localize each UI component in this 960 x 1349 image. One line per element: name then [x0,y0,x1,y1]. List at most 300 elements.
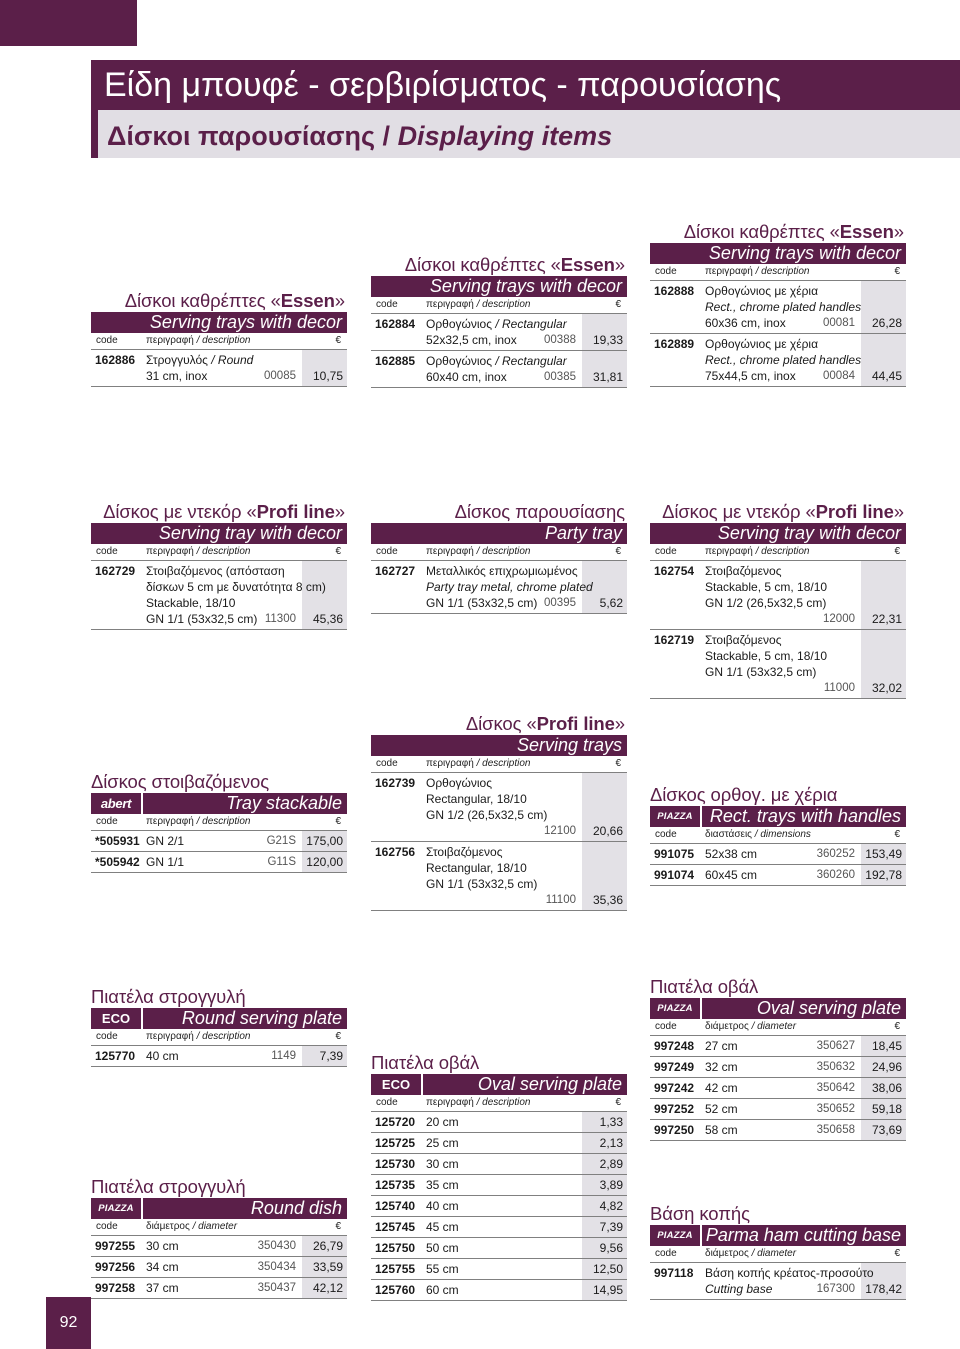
price: 10,75 [312,369,343,383]
table-title [91,501,347,523]
column-header-code: code [655,1248,677,1259]
description-line [146,1048,347,1064]
table-row [650,1099,906,1120]
reference-code: 12000 [823,613,855,625]
column-header-description-greek: περιγραφή [146,816,194,827]
brand-logo: PIAZZA [650,998,702,1019]
price: 7,39 [599,1220,623,1234]
table-title-text: Πιατέλα στρογγυλή [91,986,246,1007]
product-code: *505931 [95,834,140,848]
table-cutting-base [650,1203,906,1300]
product-code: 125760 [375,1283,416,1297]
table-essen-handles-tray [650,221,906,387]
column-header-description-greek: διάμετρος [146,1221,190,1232]
table-eco-round-plate [91,986,347,1067]
column-header-description-english: / description [476,299,531,310]
table-row [91,561,347,630]
table-title-text: Πιατέλα οβάλ [371,1052,480,1073]
price: 35,36 [592,893,623,907]
column-header-description-english: / dimensions [754,829,811,840]
table-row [650,865,906,886]
product-code: 162739 [375,776,416,790]
column-header-description [426,297,531,313]
table-title [371,713,627,735]
description-line [705,632,906,648]
column-header-description-english: / description [196,335,251,346]
table-row [650,334,906,387]
description-text: GN 1/2 (26,5x32,5 cm) [705,596,827,610]
column-header-code: code [376,299,398,310]
description-text: 37 cm [146,1281,179,1295]
table-title-close: » [614,254,625,275]
reference-code: 350437 [257,1282,296,1294]
description-line [426,807,627,823]
column-header-currency: € [894,266,900,277]
reference-code: G11S [267,856,296,868]
brand-logo: ECO [371,1074,423,1095]
table-title-text: Δίσκος στοιβαζόμενος [91,771,270,792]
table-title-close: » [614,713,625,734]
price: 26,28 [871,316,902,330]
subtitle-bar [371,1074,627,1095]
description-text: Ορθογώνιος [426,354,492,368]
column-header-description-english: / diameter [751,1248,797,1259]
product-code: 162729 [95,564,136,578]
reference-code: 350434 [257,1261,296,1273]
table-title-brand: Essen [560,254,615,275]
reference-code: 12100 [544,825,576,837]
table-row [371,1217,627,1238]
column-header-description-greek: περιγραφή [426,299,474,310]
column-header-description [705,544,810,560]
description-text: 75x44,5 cm, inox [705,369,796,383]
reference-code: G21S [266,835,296,847]
price: 3,89 [599,1178,623,1192]
price: 59,18 [871,1102,902,1116]
column-header-currency: € [615,546,621,557]
column-header-currency: € [894,1248,900,1259]
table-title-brand: Essen [280,290,335,311]
description-text: Στοιβαζόμενος (απόσταση [146,564,285,578]
product-code: 162754 [654,564,695,578]
product-description [426,1156,627,1172]
column-header-currency: € [894,829,900,840]
column-header-row [371,544,627,561]
table-title-text: Δίσκοι καθρέπτες « [124,290,281,311]
description-text: 52x38 cm [705,847,758,861]
column-header-description-greek: διάμετρος [705,1021,749,1032]
table-title-text: Βάση κοπής [650,1203,750,1224]
column-header-row [371,297,627,314]
description-text: Stackable, 5 cm, 18/10 [705,649,828,663]
subtitle-text: Oval serving plate [477,1074,622,1094]
price: 31,81 [592,370,623,384]
description-text: Stackable, 5 cm, 18/10 [705,580,828,594]
column-header-code: code [655,829,677,840]
table-row [650,1057,906,1078]
description-text: 25 cm [426,1136,459,1150]
table-row [371,1280,627,1301]
description-text: δίσκων 5 cm με δυνατότητα 8 cm) [146,580,326,594]
subtitle-bar [650,998,906,1019]
price: 22,31 [871,612,902,626]
table-row [371,561,627,614]
product-code: 162727 [375,564,416,578]
description-text: 60 cm [426,1283,459,1297]
column-header-code: code [376,1097,398,1108]
subsection-title [107,120,612,152]
subtitle-bar [91,1198,347,1219]
table-row [91,1236,347,1257]
column-header-code: code [96,546,118,557]
description-line [426,860,627,876]
reference-code: 00395 [544,597,576,609]
column-header-currency: € [894,1021,900,1032]
column-header-description-greek: διαστάσεις [705,829,753,840]
product-description [426,1198,627,1214]
product-code: 125755 [375,1262,416,1276]
product-code: 991075 [654,847,695,861]
description-text: Στοιβαζόμενος [705,633,782,647]
table-title-text: Δίσκος παρουσίασης [454,501,625,522]
table-profi-line-decor-tray [91,501,347,630]
product-code: 125750 [375,1241,416,1255]
description-text: 30 cm [146,1239,179,1253]
column-header-description-greek: περιγραφή [705,266,753,277]
subtitle-text: Serving tray with decor [158,523,342,543]
column-header-code: code [376,758,398,769]
description-text: GN 1/1 (53x32,5 cm) [426,596,538,610]
subtitle-bar [371,735,627,756]
description-text: Στρογγυλός [146,353,208,367]
description-line [705,664,906,680]
table-title-close: » [893,501,904,522]
description-text: 42 cm [705,1081,738,1095]
table-row [371,1112,627,1133]
table-profi-line-decor-tray-2 [650,501,906,699]
product-description [426,1219,627,1235]
description-text: 27 cm [705,1039,738,1053]
table-title-text: Δίσκος με ντεκόρ « [662,501,816,522]
table-row [371,351,627,388]
column-header-row [650,1019,906,1036]
table-row [91,1046,347,1067]
product-code: 991074 [654,868,695,882]
description-line [426,563,627,579]
reference-code: 350627 [816,1040,855,1052]
description-text: 40 cm [426,1199,459,1213]
table-title [650,976,906,998]
product-code: 162885 [375,354,416,368]
product-code: *505942 [95,855,140,869]
table-row [650,561,906,630]
table-row [371,1154,627,1175]
reference-code: 00085 [264,370,296,382]
column-header-description [146,1029,251,1045]
table-row [371,1238,627,1259]
column-header-row [91,333,347,350]
table-row [371,1133,627,1154]
table-row [91,1278,347,1299]
column-header-row [650,827,906,844]
description-line [426,353,627,369]
subtitle-bar [650,523,906,544]
table-title [91,771,347,793]
description-line [426,1177,627,1193]
column-header-code: code [96,816,118,827]
subtitle-bar [91,1008,347,1029]
column-header-currency: € [615,758,621,769]
product-description [426,1240,627,1256]
description-line [705,1265,906,1281]
description-text: 34 cm [146,1260,179,1274]
table-eco-oval-plate [371,1052,627,1301]
price: 33,59 [312,1260,343,1274]
description-text: Stackable, 18/10 [146,596,236,610]
column-header-row [371,1095,627,1112]
reference-code: 360252 [816,848,855,860]
product-code: 997258 [95,1281,136,1295]
description-text: / Round [211,353,254,367]
column-header-description-english: / diameter [751,1021,797,1032]
description-line [426,1198,627,1214]
product-code: 162719 [654,633,695,647]
table-title [91,986,347,1008]
price: 73,69 [871,1123,902,1137]
subtitle-bar [371,276,627,297]
price: 9,56 [599,1241,623,1255]
subsection-accent-bar [91,110,98,158]
table-title-text: Δίσκοι καθρέπτες « [683,221,840,242]
column-header-code: code [655,266,677,277]
table-row [650,1263,906,1300]
price: 24,96 [871,1060,902,1074]
column-header-description-english: / description [755,546,810,557]
subtitle-text: Round dish [250,1198,342,1218]
table-round-dish [91,1176,347,1299]
description-text: / Rectangular [495,317,567,331]
table-title-close: » [893,221,904,242]
price: 14,95 [592,1283,623,1297]
product-code: 162888 [654,284,695,298]
column-header-currency: € [335,1031,341,1042]
subtitle-text: Oval serving plate [756,998,901,1018]
product-description [705,632,906,680]
product-description [426,1177,627,1193]
description-text: 60x40 cm, inox [426,370,507,384]
brand-logo: PIAZZA [91,1198,143,1219]
description-line [426,1135,627,1151]
column-header-row [91,814,347,831]
column-header-description [146,544,251,560]
table-row [650,844,906,865]
table-oval-serving-plate [650,976,906,1141]
table-stackable-tray [91,771,347,873]
price: 44,45 [871,369,902,383]
reference-code: 350430 [257,1240,296,1252]
description-text: 45 cm [426,1220,459,1234]
subtitle-text: Tray stackable [226,793,342,813]
description-text: Rectangular, 18/10 [426,792,527,806]
description-text: 30 cm [426,1157,459,1171]
description-line [705,336,906,352]
description-text: GN 1/1 (53x32,5 cm) [705,665,817,679]
description-text: 58 cm [705,1123,738,1137]
product-code: 997249 [654,1060,695,1074]
column-header-description-greek: περιγραφή [426,1097,474,1108]
column-header-description-english: / description [196,1031,251,1042]
product-description [426,775,627,823]
description-text: 60x45 cm [705,868,758,882]
product-code: 125730 [375,1157,416,1171]
price: 42,12 [312,1281,343,1295]
subtitle-bar [91,523,347,544]
reference-code: 00081 [823,317,855,329]
table-rect-trays-handles [650,784,906,886]
column-header-description-english: / description [755,266,810,277]
description-text: 60x36 cm, inox [705,316,786,330]
column-header-description [426,1095,531,1111]
table-essen-round-tray [91,290,347,387]
product-description [146,1048,347,1064]
description-text: Στοιβαζόμενος [426,845,503,859]
description-text: Rectangular, 18/10 [426,861,527,875]
reference-code: 1149 [271,1050,296,1062]
product-description [426,1135,627,1151]
product-code: 997255 [95,1239,136,1253]
description-text: GN 2/1 [146,834,185,848]
column-header-description [146,1219,237,1235]
price: 32,02 [871,681,902,695]
table-title [650,784,906,806]
table-row [650,281,906,334]
section-header-band [91,60,960,110]
column-header-currency: € [615,1097,621,1108]
table-title [91,1176,347,1198]
reference-code: 350652 [816,1103,855,1115]
price: 175,00 [306,834,343,848]
subsection-header-band [91,110,960,158]
price: 178,42 [865,1282,902,1296]
column-header-row [650,544,906,561]
subtitle-text: Serving trays with decor [149,312,342,332]
table-row [650,630,906,699]
table-row [371,1196,627,1217]
description-line [146,595,347,611]
price: 153,49 [865,847,902,861]
reference-code: 350632 [816,1061,855,1073]
product-code: 125735 [375,1178,416,1192]
table-row [371,773,627,842]
subtitle-bar [91,312,347,333]
description-text: Rect., chrome plated handles [705,353,862,367]
product-code: 125745 [375,1220,416,1234]
column-header-description [705,1019,796,1035]
table-title [371,254,627,276]
reference-code: 00388 [544,334,576,346]
table-row [91,350,347,387]
brand-logo: abert [91,793,143,814]
price: 120,00 [306,855,343,869]
description-text: / Rectangular [495,354,567,368]
description-text: Στοιβαζόμενος [705,564,782,578]
table-row [371,314,627,351]
subtitle-text: Serving trays [516,735,622,755]
column-header-description-english: / description [476,1097,531,1108]
subsection-title-english: Displaying items [397,121,613,151]
table-profi-line-serving-trays [371,713,627,911]
table-party-tray [371,501,627,614]
description-line [426,1219,627,1235]
price: 2,89 [599,1157,623,1171]
column-header-description-english: / description [196,816,251,827]
subtitle-text: Parma ham cutting base [705,1225,901,1245]
price: 19,33 [592,333,623,347]
table-row [91,852,347,873]
product-code: 997118 [654,1266,694,1280]
description-text: 50 cm [426,1241,459,1255]
product-code: 125770 [95,1049,136,1063]
subtitle-text: Rect. trays with handles [709,806,901,826]
description-line [705,595,906,611]
reference-code: 350642 [816,1082,855,1094]
column-header-description-greek: περιγραφή [426,546,474,557]
description-text: Rect., chrome plated handles [705,300,862,314]
column-header-row [91,1029,347,1046]
reference-code: 11100 [545,894,576,906]
table-row [650,1078,906,1099]
price: 20,66 [592,824,623,838]
price: 4,82 [599,1199,623,1213]
table-title-text: Δίσκος με ντεκόρ « [103,501,257,522]
description-text: 32 cm [705,1060,738,1074]
column-header-code: code [376,546,398,557]
subtitle-text: Party tray [544,523,622,543]
description-line [705,563,906,579]
product-description [426,563,627,611]
description-line [426,876,627,892]
column-header-code: code [655,546,677,557]
description-text: 52 cm [705,1102,738,1116]
subtitle-bar [650,806,906,827]
product-code: 162886 [95,353,136,367]
product-code: 125725 [375,1136,416,1150]
column-header-row [371,756,627,773]
product-code: 997248 [654,1039,695,1053]
description-text: 31 cm, inox [146,369,208,383]
subtitle-text: Serving trays with decor [708,243,901,263]
reference-code: 11300 [264,613,296,625]
price: 7,39 [319,1049,343,1063]
reference-code: 360260 [816,869,855,881]
subtitle-bar [650,1225,906,1246]
subtitle-text: Serving tray with decor [717,523,901,543]
table-title-close: » [334,290,345,311]
table-essen-rectangular-tray [371,254,627,388]
product-code: 162889 [654,337,695,351]
column-header-currency: € [335,816,341,827]
description-text: Party tray metal, chrome plated [426,580,593,594]
table-title-brand: Profi line [536,713,615,734]
column-header-description-greek: περιγραφή [146,335,194,346]
price: 5,62 [599,596,623,610]
product-description [426,1114,627,1130]
description-line [426,844,627,860]
price: 1,33 [599,1115,623,1129]
column-header-description [705,1246,796,1262]
column-header-row [91,544,347,561]
column-header-currency: € [335,335,341,346]
